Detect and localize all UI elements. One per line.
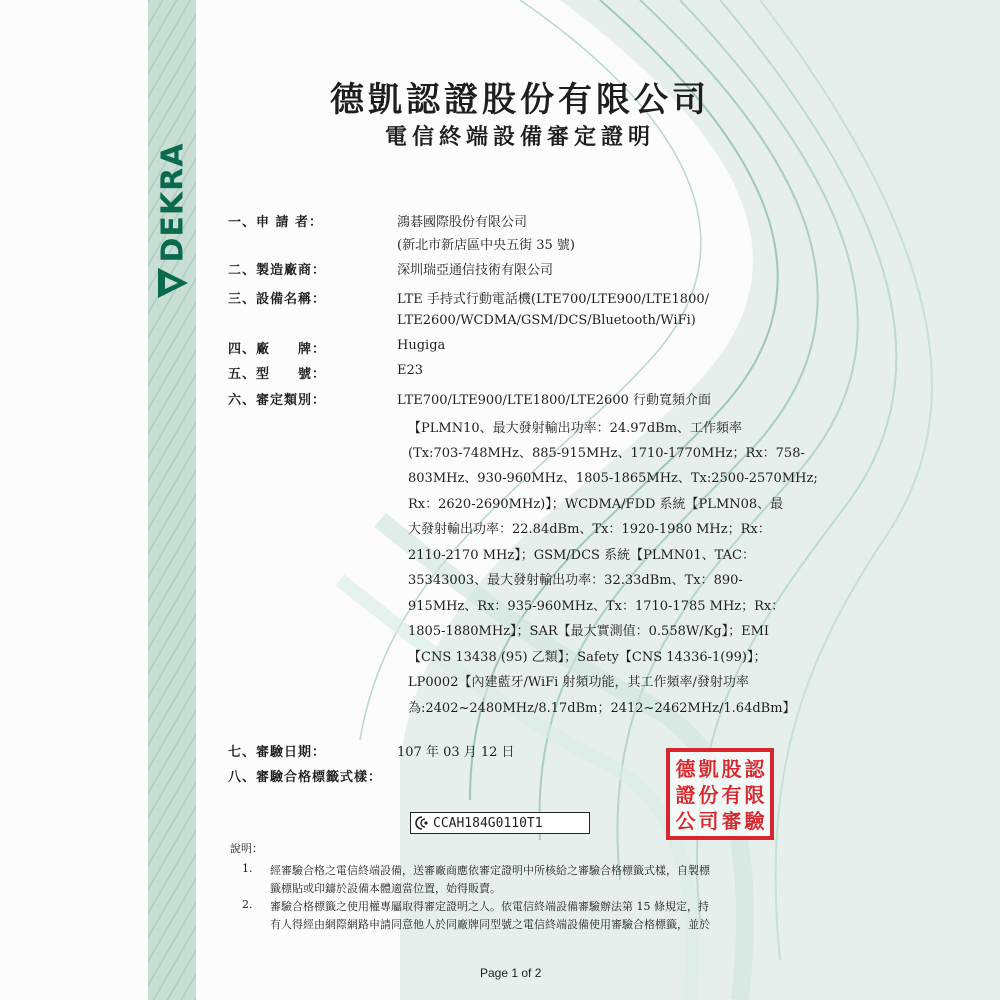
detail-line: 【CNS 13438 (95) 乙類】；Safety【CNS 14336-1(99)】；: [408, 650, 767, 665]
seal-char: 限: [744, 783, 765, 807]
label-sample-label: 八、審驗合格標籤式樣：: [228, 770, 383, 785]
detail-line: 【PLMN10、最大發射輸出功率：24.97dBm、工作頻率: [408, 421, 743, 436]
logo-text: DEKRA: [155, 142, 191, 262]
detail-line: 803MHz、930-960MHz、1805-1865MHz、Tx:2500-2570MHz;: [408, 471, 818, 486]
notes-heading: 說明：: [230, 842, 263, 855]
device-name-line-2: LTE2600/WCDMA/GSM/DCS/Bluetooth/WiFi): [397, 313, 696, 328]
approval-category-value: LTE700/LTE900/LTE1800/LTE2600 行動寬頻介面: [397, 393, 711, 408]
note-line: 有人得經由網際網路申請同意他人於同廠牌同型號之電信終端設備使用審驗合格標籤，並於: [270, 918, 710, 931]
model-label: 五、型 號：: [228, 367, 327, 382]
detail-line: Rx：2620-2690MHz)】；WCDMA/FDD 系統【PLMN08、最: [408, 497, 784, 512]
applicant-label: 一、申 請 者：: [228, 215, 324, 230]
certificate-title: 電信終端設備審定證明: [384, 124, 655, 150]
seal-char: 凱: [698, 757, 719, 781]
approval-label-sample: [410, 812, 590, 834]
model-value: E23: [397, 363, 424, 378]
detail-line: (Tx:703-748MHz、885-915MHz、1710-1770MHz；Rx：758-: [408, 446, 805, 461]
test-date-value: 107 年 03 月 12 日: [397, 745, 515, 760]
test-date-label: 七、審驗日期：: [228, 745, 327, 760]
seal-char: 份: [698, 783, 719, 807]
seal-char: 審: [721, 809, 742, 833]
dekra-triangle-icon: [156, 266, 190, 300]
detail-line: 915MHz、Rx：935-960MHz、Tx：1710-1785 MHz；Rx：: [408, 599, 785, 614]
page-number: Page 1 of 2: [480, 966, 542, 980]
device-name-line-1: LTE 手持式行動電話機(LTE700/LTE900/LTE1800/: [397, 292, 709, 307]
approval-label-code: CCAH184G0110T1: [433, 815, 543, 831]
seal-char: 司: [698, 809, 719, 833]
note-line: 經審驗合格之電信終端設備，送審廠商應依審定證明中所核給之審驗合格標籤式樣，自製標: [270, 864, 710, 877]
seal-char: 公: [675, 809, 696, 833]
applicant-address: (新北市新店區中央五街 35 號): [397, 238, 575, 253]
detail-line: 為:2402~2480MHz/8.17dBm；2412~2462MHz/1.64dBm】: [408, 701, 796, 716]
seal-char: 認: [744, 757, 765, 781]
company-seal: [666, 748, 774, 840]
device-name-label: 三、設備名稱：: [228, 292, 327, 307]
note-number: 1.: [242, 862, 253, 875]
brand-value: Hugiga: [397, 338, 446, 353]
label-mark-icon: [411, 813, 433, 833]
detail-line: 35343003、最大發射輸出功率：32.33dBm、Tx：890-: [408, 573, 743, 588]
manufacturer-name: 深圳瑞亞通信技術有限公司: [397, 263, 554, 278]
seal-char: 驗: [744, 809, 765, 833]
detail-line: 大發射輸出功率：22.84dBm、Tx：1920-1980 MHz；Rx：: [408, 522, 771, 537]
dekra-logo: [150, 142, 196, 302]
company-name: 德凱認證股份有限公司: [330, 80, 710, 120]
brand-label: 四、廠 牌：: [228, 342, 327, 357]
note-number: 2.: [242, 898, 253, 911]
applicant-name: 鴻碁國際股份有限公司: [397, 215, 528, 230]
manufacturer-label: 二、製造廠商：: [228, 263, 327, 278]
seal-char: 證: [675, 783, 696, 807]
seal-char: 德: [675, 757, 696, 781]
detail-line: LP0002【內建藍牙/WiFi 射頻功能，其工作頻率/發射功率: [408, 675, 749, 690]
detail-line: 1805-1880MHz】；SAR【最大實測值：0.558W/Kg】；EMI: [408, 624, 770, 639]
seal-char: 有: [721, 783, 742, 807]
detail-line: 2110-2170 MHz】；GSM/DCS 系統【PLMN01、TAC：: [408, 548, 755, 563]
approval-category-label: 六、審定類別：: [228, 393, 327, 408]
seal-char: 股: [721, 757, 742, 781]
note-line: 審驗合格標籤之使用權專屬取得審定證明之人。依電信終端設備審驗辦法第 15 條規定，持: [270, 900, 709, 913]
note-line: 籤標貼或印鑄於設備本體適當位置，始得販賣。: [270, 882, 501, 895]
